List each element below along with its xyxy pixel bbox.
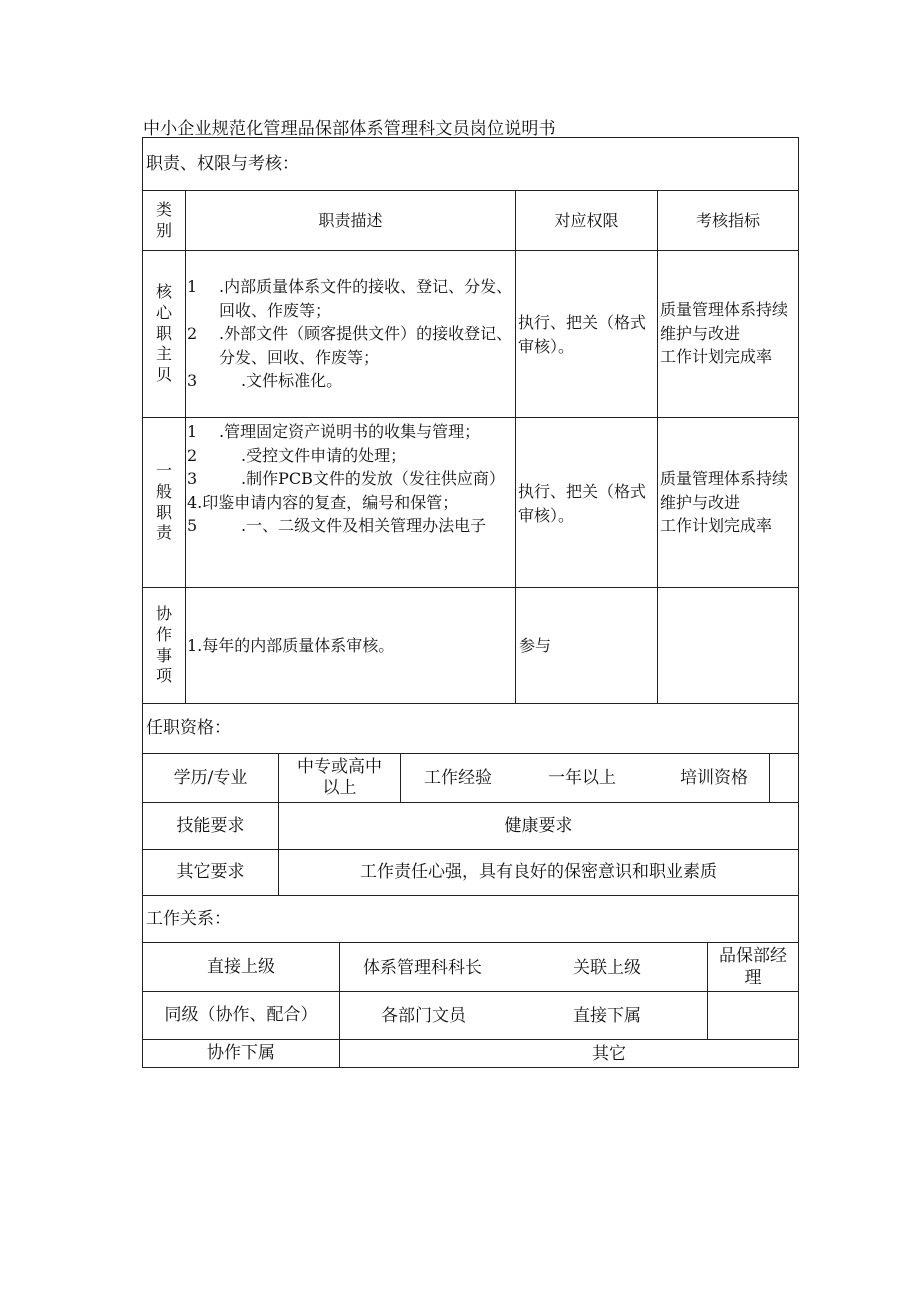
education-value: 中专或高中以上 [278,753,401,803]
core-duties-kpi: 质量管理体系持续维护与改进 工作计划完成率 [657,250,799,418]
experience-value: 一年以上 [548,768,616,788]
training-value [769,753,799,803]
general-duties-authority: 执行、把关（格式审核）。 [515,417,658,588]
list-item: 4.印鉴申请内容的复查，编号和保管； [187,492,459,512]
coop-subordinate-label: 协作下属 [142,1039,340,1068]
related-superior-value: 品保部经理 [707,942,799,992]
duties-section-heading: 职责、权限与考核： [142,137,799,191]
other-requirements-label: 其它要求 [142,849,279,896]
general-duties-list [185,417,516,588]
page-title: 中小企业规范化管理品保部体系管理科文员岗位说明书 [143,119,556,139]
direct-superior-label: 直接上级 [142,942,340,992]
relations-heading: 工作关系： [142,895,799,943]
training-label: 培训资格 [680,768,748,788]
qualifications-heading: 任职资格： [142,703,799,754]
list-item: 2 .受控文件申请的处理； [187,445,407,465]
core-duties-authority: 执行、把关（格式审核）。 [515,250,658,418]
cooperation-kpi [657,587,799,704]
list-item: 2 .外部文件（顾客提供文件）的接收登记、分发、回收、作废等； [187,324,513,367]
others-label: 其它 [592,1044,626,1064]
header-authority: 对应权限 [515,190,658,251]
category-general-duties: 一般职责 [142,417,186,588]
direct-superior-value: 体系管理科科长 [363,958,482,978]
cooperation-item: 1.每年的内部质量体系审核。 [185,587,516,704]
related-superior-label: 关联上级 [573,958,641,978]
general-duties-kpi: 质量管理体系持续维护与改进 工作计划完成率 [657,417,799,588]
direct-subordinate-value [707,991,799,1040]
list-item: 3 .文件标准化。 [187,371,343,390]
experience-label: 工作经验 [424,768,492,788]
cooperation-authority: 参与 [515,587,658,704]
category-core-duties: 核心职主贝 [142,250,186,418]
other-requirements-value: 工作责任心强，具有良好的保密意识和职业素质 [278,849,799,896]
peer-cell [339,991,708,1040]
list-item: 5 .一、二级文件及相关管理办法电子 [187,516,487,535]
experience-cell [400,753,770,803]
list-item: 1 .管理固定资产说明书的收集与管理； [187,422,481,441]
list-item: 1 .内部质量体系文件的接收、登记、分发、回收、作废等； [187,277,513,320]
header-category: 类别 [142,190,186,251]
skills-label: 技能要求 [142,802,279,850]
peer-value: 各部门文员 [381,1006,466,1026]
core-duties-list [185,250,516,418]
header-kpi: 考核指标 [657,190,799,251]
others-cell [339,1039,799,1068]
peer-label: 同级（协作、配合） [142,991,340,1040]
health-label: 健康要求 [278,802,799,850]
header-description: 职责描述 [185,190,516,251]
direct-superior-cell [339,942,708,992]
list-item: 3 .制作PCB文件的发放（发往供应商） [187,469,505,488]
direct-subordinate-label: 直接下属 [573,1006,641,1026]
education-label: 学历/专业 [142,753,279,803]
category-cooperation: 协作事项 [142,587,186,704]
